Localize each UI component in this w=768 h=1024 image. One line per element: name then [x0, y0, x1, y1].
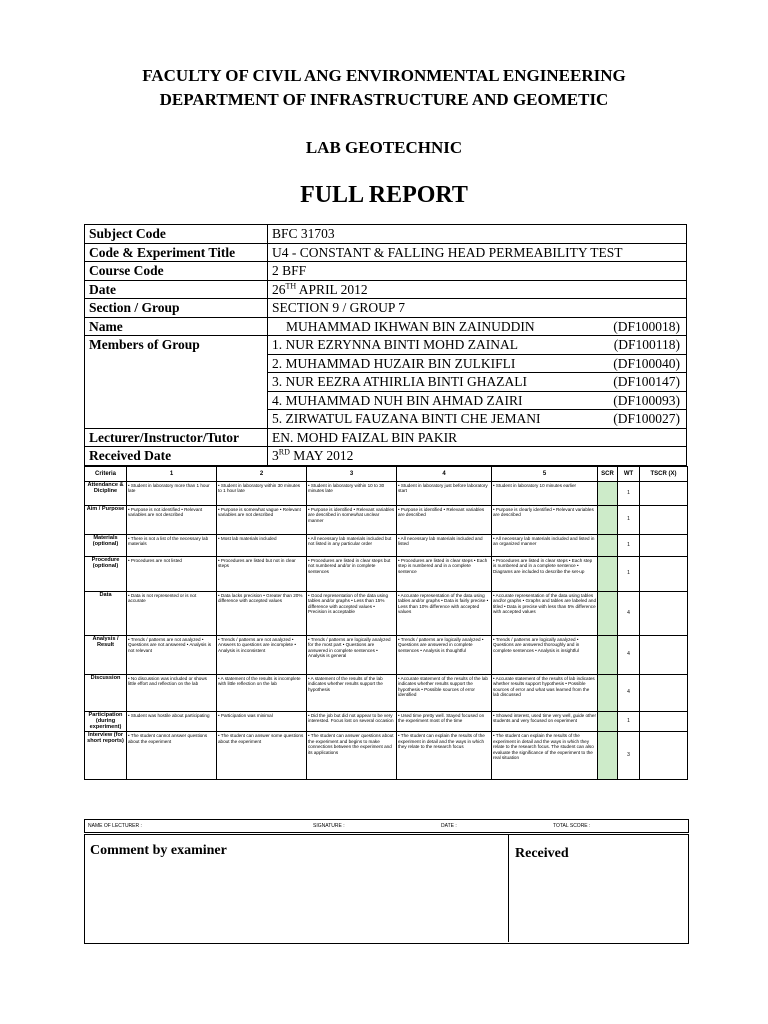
rubric-header-cell: WT	[618, 467, 640, 482]
rubric-level-3-cell: • All necessary lab materials included but not listed in any particular order	[307, 535, 397, 557]
rubric-criteria-cell: Analysis / Result	[85, 636, 127, 675]
rubric-level-4-cell: • Accurate statement of the results of the lab indicates whether results support the hypothesis • Possible sources of error identified	[397, 675, 492, 712]
rubric-score-cell	[598, 557, 618, 592]
rubric-total-cell	[640, 557, 688, 592]
rubric-total-cell	[640, 636, 688, 675]
rubric-footer	[84, 819, 689, 833]
rubric-score-cell	[598, 732, 618, 780]
section-group-label: Section / Group	[85, 299, 268, 318]
rubric-level-5-cell: • Accurate representation of the data using tables and/or graphs • Graphs and tables are labeled and titled • Data is precise with less than 5% difference with accepted values	[492, 592, 598, 636]
rubric-score-cell	[598, 675, 618, 712]
rubric-level-5-cell: • Accurate statement of the results of lab indicates whether results support hypothesis • Possible sources of error and what was learned from the lab discussed	[492, 675, 598, 712]
received-day: 3	[272, 448, 279, 464]
rubric-header-cell: 2	[217, 467, 307, 482]
rubric-total-cell	[640, 535, 688, 557]
rubric-criteria-cell: Aim / Purpose	[85, 506, 127, 535]
rubric-level-5-cell: • The student can explain the results of the experiment in detail and the ways in which they relate to the research focus. The student can also evaluate the significance of the experiment to the real situation	[492, 732, 598, 780]
rubric-level-5-cell: • Trends / patterns are logically analyzed • Questions are answered thoroughly and in complete sentences • Analysis is insightful	[492, 636, 598, 675]
received-month-year: MAY 2012	[289, 448, 354, 464]
rubric-row	[85, 535, 688, 557]
received-date-value	[268, 447, 687, 466]
rubric-weight-cell: 1	[618, 535, 640, 557]
rubric-level-1-cell: • Student in laboratory more than 1 hour late	[127, 482, 217, 506]
rubric-weight-cell: 4	[618, 592, 640, 636]
rubric-level-3-cell: • Good representation of the data using tables and/or graphs • Less than 15% difference with accepted values • Precision is acceptable	[307, 592, 397, 636]
rubric-level-2-cell: • Student in laboratory within 30 minutes to 1 hour late	[217, 482, 307, 506]
rubric-level-4-cell: • Used time pretty well. Stayed focused on the experiment most of the time	[397, 712, 492, 732]
rubric-header-cell: 5	[492, 467, 598, 482]
lab-title: LAB GEOTECHNIC	[305, 138, 463, 157]
member-name: 2. MUHAMMAD HUZAIR BIN ZULKIFLI	[272, 355, 516, 371]
rubric-criteria-cell: Participation (during experiment)	[85, 712, 127, 732]
experiment-title-value: U4 - CONSTANT & FALLING HEAD PERMEABILITY TEST	[268, 243, 687, 262]
signature-field: SIGNATURE :	[313, 823, 345, 829]
members-label: Members of Group	[85, 336, 268, 429]
rubric-level-1-cell: • Procedures are not listed	[127, 557, 217, 592]
member-id: (DF100118)	[613, 337, 680, 353]
rubric-score-cell	[598, 636, 618, 675]
rubric-level-4-cell: • All necessary lab materials included and listed	[397, 535, 492, 557]
member-id: (DF100027)	[613, 411, 680, 427]
section-group-value: SECTION 9 / GROUP 7	[268, 299, 687, 318]
rubric-criteria-cell: Attendance & Dicipline	[85, 482, 127, 506]
rubric-level-2-cell: • Most lab materials included	[217, 535, 307, 557]
date-value	[268, 280, 687, 299]
rubric-criteria-cell: Materials (optional)	[85, 535, 127, 557]
rubric-weight-cell: 1	[618, 557, 640, 592]
rubric-total-cell	[640, 712, 688, 732]
rubric-level-2-cell: • The student can answer some questions about the experiment	[217, 732, 307, 780]
rubric-level-4-cell: • Accurate representation of the data using tables and/or graphs • Data is fairly precise • Less than 10% difference with accepted values	[397, 592, 492, 636]
rubric-level-5-cell: • Procedures are listed in clear steps • Each step is numbered and in a complete sentence • Diagrams are included to describe the set-up	[492, 557, 598, 592]
rubric-score-cell	[598, 592, 618, 636]
rubric-header-cell: Criteria	[85, 467, 127, 482]
experiment-title-label: Code & Experiment Title	[85, 243, 268, 262]
subject-code-value: BFC 31703	[268, 225, 687, 244]
rubric-level-2-cell: • Participation was minimal	[217, 712, 307, 732]
member-row	[268, 354, 687, 373]
rubric-level-4-cell: • Procedures are listed in clear steps • Each step is numbered and in a complete sentence	[397, 557, 492, 592]
member-name: 1. NUR EZRYNNA BINTI MOHD ZAINAL	[272, 337, 518, 353]
rubric-level-1-cell: • The student cannot answer questions about the experiment	[127, 732, 217, 780]
rubric-header-cell: SCR	[598, 467, 618, 482]
rubric-level-1-cell: • There is not a list of the necessary lab materials	[127, 535, 217, 557]
comment-label: Comment by examiner	[90, 843, 227, 858]
rubric-level-2-cell: • Purpose is somewhat vague • Relevant variables are not described	[217, 506, 307, 535]
rubric-row	[85, 675, 688, 712]
rubric-total-cell	[640, 482, 688, 506]
member-name: 5. ZIRWATUL FAUZANA BINTI CHE JEMANI	[272, 411, 541, 427]
rubric-weight-cell: 4	[618, 675, 640, 712]
date-label: Date	[85, 280, 268, 299]
member-row	[268, 410, 687, 429]
rubric-level-1-cell: • Purpose is not identified • Relevant variables are not described	[127, 506, 217, 535]
rubric-level-2-cell: • A statement of the results is incomplete with little reflection on the lab	[217, 675, 307, 712]
rubric-level-5-cell: • Purpose is clearly identified • Relevant variables are described	[492, 506, 598, 535]
rubric-header-cell: TSCR (X)	[640, 467, 688, 482]
rubric-criteria-cell: Procedure (optional)	[85, 557, 127, 592]
member-row	[268, 391, 687, 410]
rubric-score-cell	[598, 482, 618, 506]
rubric-level-2-cell: • Trends / patterns are not analyzed • Answers to questions are incomplete • Analysis is inconsistent	[217, 636, 307, 675]
rubric-total-cell	[640, 732, 688, 780]
rubric-level-3-cell: • Trends / patterns are logically analyzed for the most part • Questions are answered in complete sentences • Analysis is general	[307, 636, 397, 675]
rubric-level-5-cell: • Student in laboratory 10 minutes earlier	[492, 482, 598, 506]
rubric-row	[85, 636, 688, 675]
rubric-row	[85, 506, 688, 535]
date-suffix: TH	[285, 281, 297, 291]
rubric-criteria-cell: Discussion	[85, 675, 127, 712]
rubric-header-row	[85, 467, 688, 482]
report-title: FULL REPORT	[300, 182, 468, 208]
rubric-level-2-cell: • Procedures are listed but not in clear steps	[217, 557, 307, 592]
member-id: (DF100147)	[613, 374, 680, 390]
department-title: DEPARTMENT OF INFRASTRUCTURE AND GEOMETIC	[159, 90, 609, 109]
subject-code-label: Subject Code	[85, 225, 268, 244]
member-name: 4. MUHAMMAD NUH BIN AHMAD ZAIRI	[272, 392, 523, 408]
received-label: Received	[515, 846, 569, 861]
rubric-body	[85, 482, 688, 780]
total-score-field: TOTAL SCORE :	[553, 823, 591, 829]
member-name: 3. NUR EEZRA ATHIRLIA BINTI GHAZALI	[272, 374, 527, 390]
member-row	[268, 373, 687, 392]
faculty-title: FACULTY OF CIVIL ANG ENVIRONMENTAL ENGINEERING	[142, 66, 626, 85]
rubric-level-5-cell: • Showed interest, used time very well, guide other students and very focused on experiment	[492, 712, 598, 732]
rubric-row	[85, 712, 688, 732]
student-name: MUHAMMAD IKHWAN BIN ZAINUDDIN	[286, 318, 535, 334]
rubric-row	[85, 732, 688, 780]
student-id: (DF100018)	[613, 318, 680, 334]
rubric-row	[85, 482, 688, 506]
rubric-score-cell	[598, 506, 618, 535]
rubric-level-3-cell: • Student in laboratory within 10 to 30 minutes late	[307, 482, 397, 506]
rubric-total-cell	[640, 675, 688, 712]
rubric-header-cell: 4	[397, 467, 492, 482]
course-code-value: 2 BFF	[268, 262, 687, 281]
rubric-level-3-cell: • Procedures are listed in clear steps but not numbered and/or in complete sentences	[307, 557, 397, 592]
rubric-level-3-cell: • The student can answer questions about the experiment and begins to make connections between the experiment and its applications	[307, 732, 397, 780]
lecturer-name-field: NAME OF LECTURER :	[88, 823, 142, 829]
rubric-level-4-cell: • Trends / patterns are logically analyzed • Questions are answered in complete sentences • Analysis is thoughtful	[397, 636, 492, 675]
comment-divider	[508, 834, 509, 942]
rubric-weight-cell: 1	[618, 506, 640, 535]
received-suffix: RD	[278, 447, 290, 457]
rubric-row	[85, 557, 688, 592]
member-id: (DF100093)	[613, 392, 680, 408]
rubric-level-2-cell: • Data lacks precision • Greater than 20% difference with accepted values	[217, 592, 307, 636]
rubric-level-1-cell: • Data is not represented or is not accurate	[127, 592, 217, 636]
rubric-level-5-cell: • All necessary lab materials included and listed in an organized manner	[492, 535, 598, 557]
rubric-level-1-cell: • Student was hostile about participating	[127, 712, 217, 732]
date-field: DATE :	[441, 823, 457, 829]
name-label: Name	[85, 317, 268, 336]
rubric-header-cell: 3	[307, 467, 397, 482]
date-day: 26	[272, 281, 286, 297]
member-row	[268, 336, 687, 355]
rubric-level-4-cell: • The student can explain the results of the experiment in detail and the ways in which they relate to the research focus	[397, 732, 492, 780]
rubric-total-cell	[640, 592, 688, 636]
report-info-table	[84, 224, 687, 466]
rubric-level-1-cell: • Trends / patterns are not analyzed • Questions are not answered • Analysis is not relevant	[127, 636, 217, 675]
rubric-table	[84, 466, 688, 780]
rubric-weight-cell: 1	[618, 712, 640, 732]
rubric-weight-cell: 1	[618, 482, 640, 506]
rubric-level-4-cell: • Student in laboratory just before laboratory start	[397, 482, 492, 506]
rubric-level-3-cell: • Purpose is identified • Relevant variables are described in somewhat unclear manner	[307, 506, 397, 535]
rubric-score-cell	[598, 712, 618, 732]
rubric-header-cell: 1	[127, 467, 217, 482]
rubric-criteria-cell: Data	[85, 592, 127, 636]
rubric-criteria-cell: Interview (for short reports)	[85, 732, 127, 780]
rubric-level-3-cell: • A statement of the results of the lab indicates whether results support the hypothesis	[307, 675, 397, 712]
lecturer-value: EN. MOHD FAIZAL BIN PAKIR	[268, 428, 687, 447]
rubric-level-3-cell: • Did the job but did not appear to be very interested. Focus lost on several occasion	[307, 712, 397, 732]
lecturer-label: Lecturer/Instructor/Tutor	[85, 428, 268, 447]
rubric-row	[85, 592, 688, 636]
rubric-weight-cell: 4	[618, 636, 640, 675]
member-id: (DF100040)	[613, 355, 680, 371]
name-value	[268, 317, 687, 336]
rubric-weight-cell: 3	[618, 732, 640, 780]
rubric-total-cell	[640, 506, 688, 535]
rubric-score-cell	[598, 535, 618, 557]
date-month-year: APRIL 2012	[296, 281, 368, 297]
rubric-level-1-cell: • No discussion was included or shows little effort and reflection on the lab	[127, 675, 217, 712]
rubric-level-4-cell: • Purpose is identified • Relevant variables are described	[397, 506, 492, 535]
received-date-label: Received Date	[85, 447, 268, 466]
course-code-label: Course Code	[85, 262, 268, 281]
